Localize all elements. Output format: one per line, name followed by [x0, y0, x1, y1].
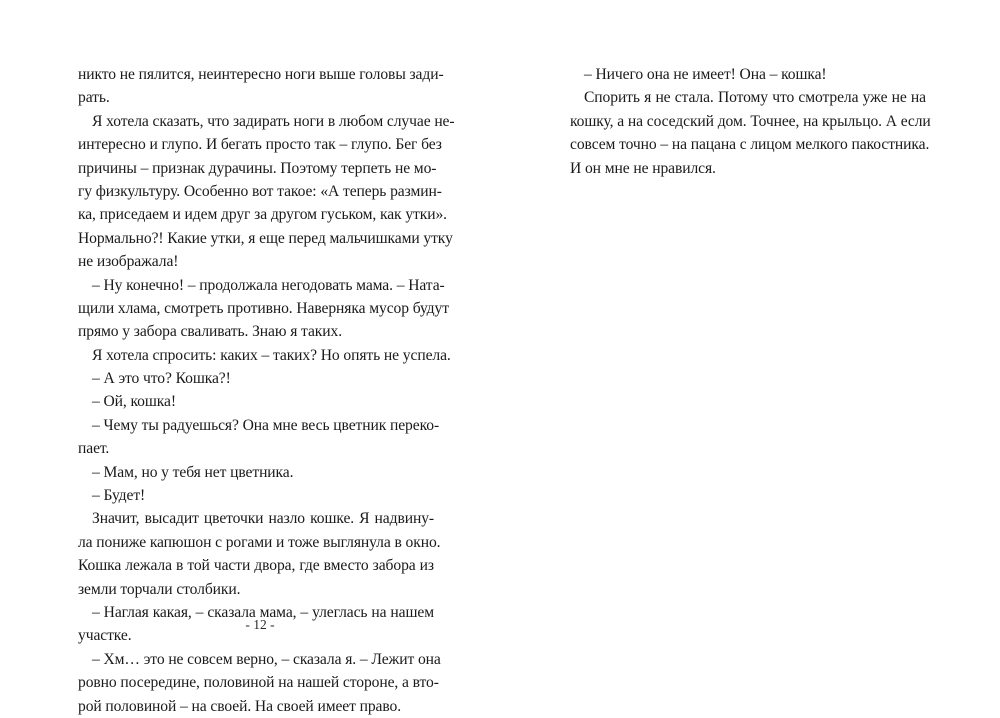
text-line: гу физкультуру. Особенно вот такое: «А теперь размин-: [78, 182, 442, 200]
text-line: участке.: [78, 627, 132, 645]
text-line: – Чему ты радуешься? Она мне весь цветник переко-: [92, 416, 440, 434]
text-line: ровно посередине, половиной на нашей стороне, а вто-: [78, 674, 439, 692]
right-page-text: [570, 63, 931, 180]
text-line: – Ну конечно! – продолжала негодовать мама. – Ната-: [92, 276, 445, 294]
text-line: земли торчали столбики.: [78, 580, 241, 598]
text-line: Нормально?! Какие утки, я еще перед мальчишками утку: [78, 229, 453, 247]
text-line: – Мам, но у тебя нет цветника.: [92, 463, 294, 481]
text-line: Я хотела спросить: каких – таких? Но опять не успела.: [92, 346, 451, 364]
text-line: не изображала!: [78, 253, 179, 271]
text-line: пает.: [78, 440, 110, 458]
text-line: ка, приседаем и идем друг за другом гуськом, как утки».: [78, 206, 447, 224]
left-page: [0, 0, 500, 715]
text-line: рать.: [78, 89, 110, 107]
text-line: – Ой, кошка!: [92, 393, 176, 411]
text-line: – Ничего она не имеет! Она – кошка!: [584, 66, 827, 83]
text-line: интересно и глупо. И бегать просто так – глупо. Бег без: [78, 136, 442, 154]
text-line: ла пониже капюшон с рогами и тоже выглянула в окно.: [78, 533, 441, 551]
text-line: причины – признак дурачины. Поэтому терпеть не мо-: [78, 159, 437, 177]
text-line: Значит, высадит цветочки назло кошке. Я надвину-: [92, 510, 434, 528]
text-line: Я хотела сказать, что задирать ноги в любом случае не-: [92, 112, 455, 130]
text-line: прямо у забора сваливать. Знаю я таких.: [78, 323, 343, 341]
right-page: [500, 0, 1000, 690]
text-line: – А это что? Кошка?!: [92, 370, 231, 388]
text-line: щили хлама, смотреть противно. Наверняка мусор будут: [78, 299, 449, 317]
text-line: никто не пялится, неинтересно ноги выше головы зади-: [78, 66, 444, 83]
text-line: Кошка лежала в той части двора, где вместо забора из: [78, 557, 434, 575]
text-line: Спорить я не стала. Потому что смотрела уже не на: [584, 89, 926, 107]
page-number: - 12 -: [245, 617, 275, 632]
text-line: кошку, а на соседский дом. Точнее, на крыльцо. А если: [570, 112, 931, 130]
text-line: – Хм… это не совсем верно, – сказала я. – Лежит она: [92, 650, 441, 668]
text-line: совсем точно – на пацана с лицом мелкого пакостника.: [570, 136, 930, 154]
text-line: – Наглая какая, – сказала мама, – улеглась на нашем: [92, 603, 434, 621]
text-line: И он мне не нравился.: [570, 159, 716, 177]
text-line: рой половиной – на своей. На своей имеет право.: [78, 697, 402, 715]
text-line: – Будет!: [92, 487, 146, 505]
